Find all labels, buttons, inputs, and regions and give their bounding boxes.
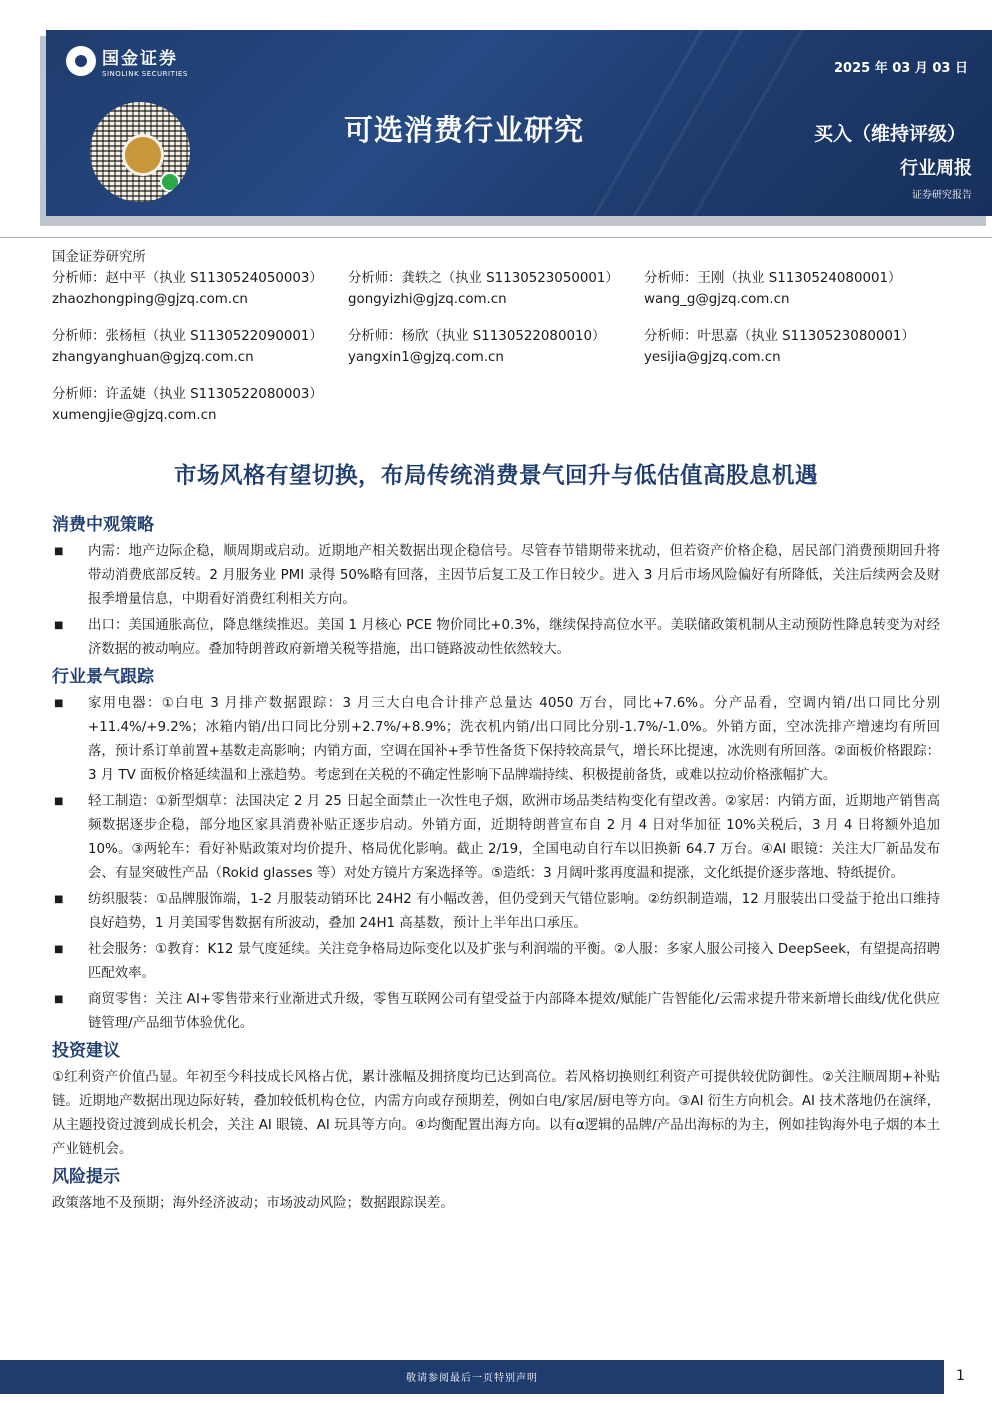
logo-name-cn: 国金证券 <box>102 49 178 69</box>
bullet-item: ■ 内需：地产边际企稳，顺周期或启动。近期地产相关数据出现企稳信号。尽管春节错期带来扰动，但若资产价格企稳，居民部门消费预期回升将带动消费底部反转。2 月服务业 PMI 录得 50%略有回落，主因节后复工及工作日较少。进入 3 月后市场风险偏好有所降低，关注后续两会及财报季增量信息，中期看好消费红利相关方向。 <box>52 540 940 612</box>
analyst-entry <box>644 268 944 310</box>
section-title-industry: 行业景气跟踪 <box>52 667 154 687</box>
section-title-invest: 投资建议 <box>52 1041 120 1061</box>
section-title-risk: 风险提示 <box>52 1167 120 1187</box>
qr-center-logo <box>122 134 164 176</box>
analyst-email[interactable]: yesijia@gjzq.com.cn <box>644 350 781 365</box>
analyst-entry <box>644 326 944 368</box>
section-title-macro: 消费中观策略 <box>52 515 154 535</box>
analyst-email[interactable]: zhaozhongping@gjzq.com.cn <box>52 292 248 307</box>
report-type: 行业周报 <box>900 158 972 179</box>
analyst-entry <box>52 268 348 310</box>
report-date: 2025 年 03 月 03 日 <box>834 61 968 76</box>
bullet-item: ■ 家用电器：①白电 3 月排产数据跟踪：3 月三大白电合计排产总量达 4050 万台，同比+7.6%。分产品看，空调内销/出口同比分别+11.4%/+9.2%；冰箱内销/出口同比分别+2.7%/+8.9%；洗衣机内销/出口同比分别-1.7%/-1.0%。外销方面，空冰洗排产增速均有所回落，预计系订单前置+基数走高影响；内销方面，空调在国补+季节性备货下保持较高景气，增长环比提速，冰洗则有所回落。②面板价格跟踪：3 月 TV 面板价格延续温和上涨趋势。考虑到在关税的不确定性影响下品牌端持续、积极提前备货，或难以拉动价格涨幅扩大。 <box>52 692 940 788</box>
analyst-email[interactable]: yangxin1@gjzq.com.cn <box>348 350 504 365</box>
logo-name-en: SINOLINK SECURITIES <box>102 70 188 78</box>
analyst-name: 分析师：龚轶之（执业 S1130523050001） <box>348 271 619 286</box>
analyst-entry <box>348 268 644 310</box>
analyst-name: 分析师：叶思嘉（执业 S1130523080001） <box>644 329 915 344</box>
invest-paragraph: ①红利资产价值凸显。年初至今科技成长风格占优，累计涨幅及拥挤度均已达到高位。若风格切换则红利资产可提供较优防御性。②关注顺周期+补贴链。近期地产数据出现边际好转，叠加较低机构仓位，内需方向或存预期差，例如白电/家居/厨电等方向。③AI 衍生方向机会。AI 技术落地仍在演绎，从主题投资过渡到成长机会，关注 AI 眼镜、AI 玩具等方向。④均衡配置出海方向。以有α逻辑的品牌/产品出海标的为主，例如挂钩海外电子烟的本土产业链机会。 <box>52 1070 940 1157</box>
analyst-email[interactable]: zhangyanghuan@gjzq.com.cn <box>52 350 254 365</box>
bullet-item: ■ 纺织服装：①品牌服饰端，1-2 月服装动销环比 24H2 有小幅改善，但仍受到天气错位影响。②纺织制造端，12 月服装出口受益于抢出口维持良好趋势，1 月美国零售数据有所波动，叠加 24H1 高基数，预计上半年出口承压。 <box>52 888 940 936</box>
analyst-entry <box>348 326 644 368</box>
analyst-block <box>52 247 952 426</box>
mini-program-badge-icon <box>160 172 180 192</box>
analyst-name: 分析师：杨欣（执业 S1130522080010） <box>348 329 606 344</box>
page-number: 1 <box>956 1368 965 1384</box>
bullet-item: ■ 出口：美国通胀高位，降息继续推迟。美国 1 月核心 PCE 物价同比+0.3%，继续保持高位水平。美联储政策机制从主动预防性降息转变为对经济数据的被动响应。叠加特朗普政府新增关税等措施，出口链路波动性依然较大。 <box>52 614 940 662</box>
analyst-name: 分析师：王刚（执业 S1130524080001） <box>644 271 902 286</box>
analyst-name: 分析师：张杨桓（执业 S1130522090001） <box>52 329 323 344</box>
analyst-email[interactable]: wang_g@gjzq.com.cn <box>644 292 790 307</box>
analyst-email[interactable]: gongyizhi@gjzq.com.cn <box>348 292 507 307</box>
analyst-name: 分析师：许孟婕（执业 S1130522080003） <box>52 387 323 402</box>
report-headline: 市场风格有望切换，布局传统消费景气回升与低估值高股息机遇 <box>173 463 818 489</box>
logo-icon <box>66 46 96 76</box>
company-logo <box>66 44 188 78</box>
bullet-item: ■ 轻工制造：①新型烟草：法国决定 2 月 25 日起全面禁止一次性电子烟，欧洲市场品类结构变化有望改善。②家居：内销方面，近期地产销售高频数据逐步企稳，部分地区家具消费补贴正逐步启动。外销方面，近期特朗普宣布自 2 月 4 日对华加征 10%关税后，3 月 4 日将额外追加 10%。③两轮车：看好补贴政策对均价提升、格局优化影响。截止 2/19，全国电动自行车以旧换新 64.7 万台。④AI 眼镜：关注大厂新品发布会、有显突破性产品（Rokid glasses 等）对处方镜片方案选择等。⑤造纸：3 月阔叶浆再度温和提涨，文化纸提价逐步落地、特纸提价。 <box>52 790 940 886</box>
analyst-email[interactable]: xumengjie@gjzq.com.cn <box>52 408 217 423</box>
rating-label: 买入（维持评级） <box>813 123 966 145</box>
report-body <box>52 512 940 1216</box>
bullet-item: ■ 社会服务：①教育：K12 景气度延续。关注竞争格局边际变化以及扩张与利润端的平衡。②人服：多家人服公司接入 DeepSeek，有望提高招聘匹配效率。 <box>52 938 940 986</box>
institute-name: 国金证券研究所 <box>52 250 146 265</box>
analyst-entry <box>52 384 348 426</box>
footer-bar <box>0 1360 944 1394</box>
analyst-entry <box>52 326 348 368</box>
divider <box>0 237 992 238</box>
analyst-name: 分析师：赵中平（执业 S1130524050003） <box>52 271 323 286</box>
risk-paragraph: 政策落地不及预期；海外经济波动；市场波动风险；数据跟踪误差。 <box>52 1196 454 1211</box>
bullet-item: ■ 商贸零售：关注 AI+零售带来行业渐进式升级，零售互联网公司有望受益于内部降本提效/赋能广告智能化/云需求提升带来新增长曲线/优化供应链管理/产品细节体验优化。 <box>52 988 940 1036</box>
qr-code-icon <box>90 102 190 202</box>
report-title: 可选消费行业研究 <box>344 113 585 147</box>
report-subtype: 证券研究报告 <box>912 190 972 201</box>
disclaimer-note: 敬请参阅最后一页特别声明 <box>406 1373 538 1384</box>
report-header-banner <box>46 30 992 216</box>
